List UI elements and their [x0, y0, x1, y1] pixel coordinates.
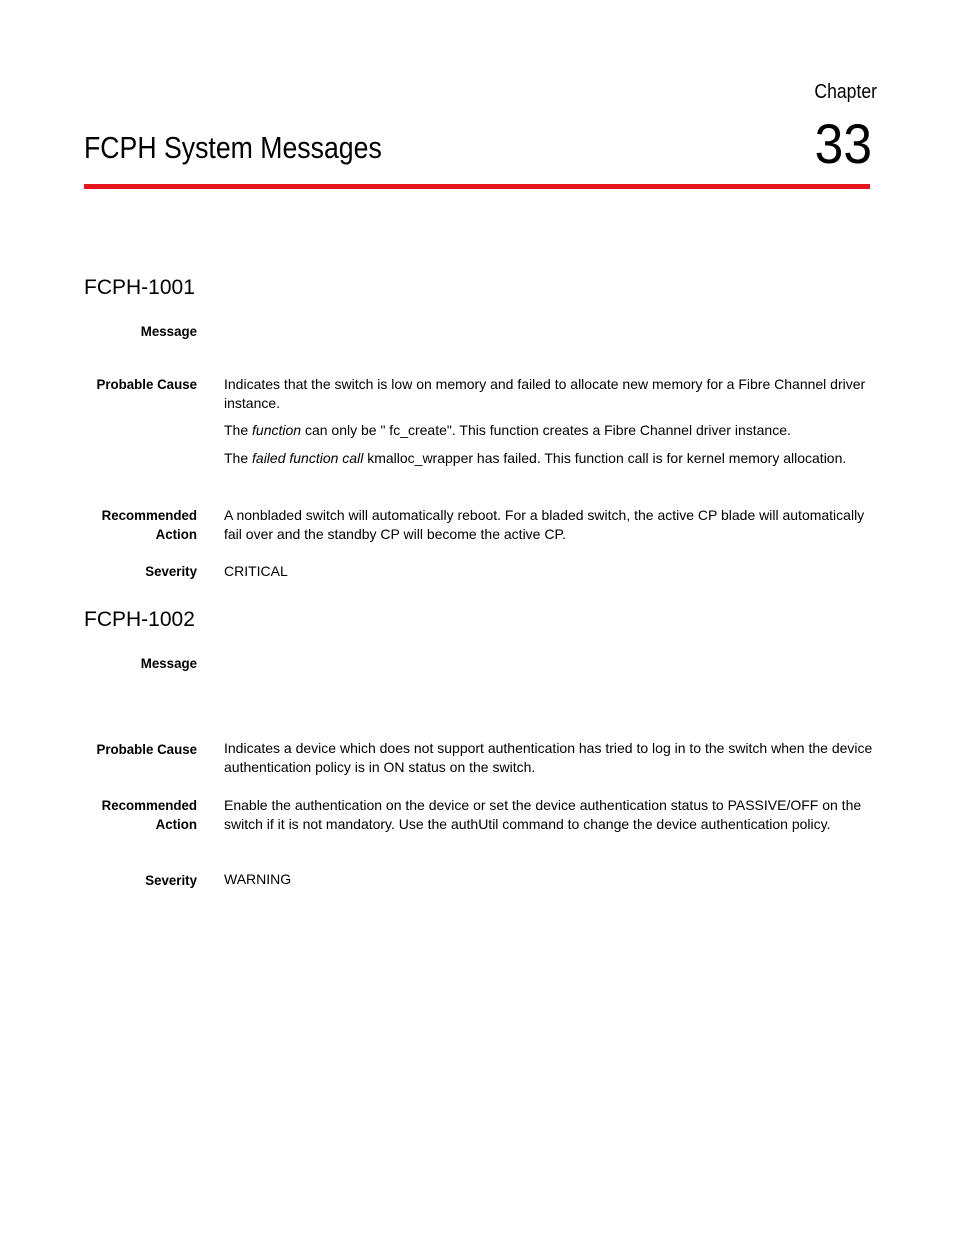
recommended-action-label: Recommended Action	[101, 797, 197, 832]
command-authutil: authUtil	[450, 815, 499, 832]
chapter-label: Chapter	[814, 81, 877, 103]
section-heading-fcph-1001: FCPH-1001	[84, 276, 195, 299]
section-heading-fcph-1002: FCPH-1002	[84, 608, 195, 631]
recommended-action-label: Recommended Action	[101, 507, 197, 542]
chapter-rule	[84, 184, 870, 189]
term-failed-function-call: failed function call	[252, 450, 364, 466]
chapter-title: FCPH System Messages	[84, 130, 382, 165]
probable-cause-text: Indicates that the switch is low on memory and failed to allocate new memory for a Fibre Channel driver instance.	[224, 376, 866, 411]
severity-value: WARNING	[224, 871, 292, 887]
message-label: Message	[140, 655, 197, 671]
chapter-number: 33	[814, 112, 872, 175]
probable-cause-text: The function can only be " fc_create". This function creates a Fibre Channel driver instance.	[224, 422, 791, 438]
term-function: function	[252, 422, 302, 438]
probable-cause-text: Indicates a device which does not support authentication has tried to log in to the switch when the device authentication policy is in ON status on the switch.	[224, 740, 873, 775]
recommended-action-text: A nonbladed switch will automatically reboot. For a bladed switch, the active CP blade will automatically fail over and the standby CP will become the active CP.	[224, 507, 865, 542]
probable-cause-label: Probable Cause	[96, 741, 197, 757]
recommended-action-text: Enable the authentication on the device or set the device authentication status to PASSIVE/OFF on the switch if it is not mandatory. Use the authUtil command to change the device authentication policy.	[224, 797, 862, 832]
severity-label: Severity	[145, 563, 197, 579]
message-label: Message	[140, 323, 197, 339]
severity-value: CRITICAL	[224, 563, 288, 579]
probable-cause-label: Probable Cause	[96, 376, 197, 392]
probable-cause-text: The failed function call kmalloc_wrapper has failed. This function call is for kernel memory allocation.	[224, 450, 847, 466]
severity-label: Severity	[145, 872, 197, 888]
